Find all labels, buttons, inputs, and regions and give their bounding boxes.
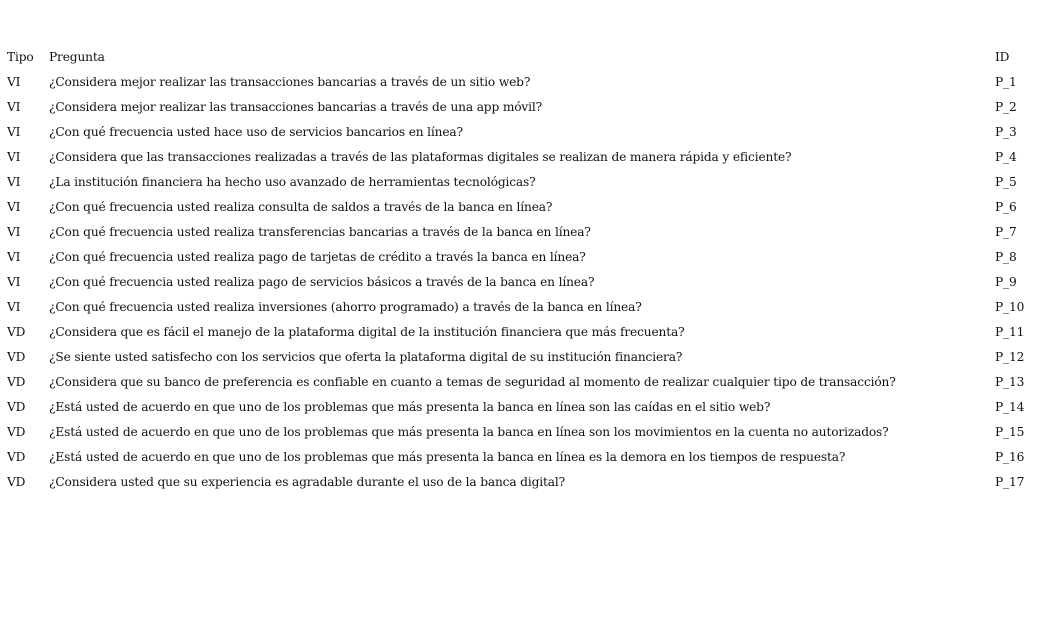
cell-pregunta: ¿Considera que es fácil el manejo de la plataforma digital de la institución financiera que más frecuenta? <box>49 325 685 339</box>
cell-pregunta: ¿Con qué frecuencia usted realiza transferencias bancarias a través de la banca en línea? <box>49 225 591 239</box>
cell-id: P_1 <box>995 75 1017 89</box>
cell-id: P_2 <box>995 100 1017 114</box>
cell-tipo: VD <box>7 450 26 464</box>
cell-pregunta: ¿Con qué frecuencia usted hace uso de servicios bancarios en línea? <box>49 125 463 139</box>
cell-pregunta: ¿Considera que las transacciones realizadas a través de las plataformas digitales se realizan de manera rápida y eficiente? <box>49 150 792 164</box>
cell-id: P_9 <box>995 275 1017 289</box>
cell-tipo: VI <box>7 300 21 314</box>
cell-tipo: VD <box>7 350 26 364</box>
header-row <box>7 45 1037 70</box>
cell-pregunta: ¿La institución financiera ha hecho uso avanzado de herramientas tecnológicas? <box>49 175 536 189</box>
table-row <box>7 145 1037 170</box>
cell-id: P_6 <box>995 200 1017 214</box>
cell-tipo: VD <box>7 325 26 339</box>
table-row <box>7 245 1037 270</box>
header-id: ID <box>995 50 1010 64</box>
cell-pregunta: ¿Se siente usted satisfecho con los servicios que oferta la plataforma digital de su institución financiera? <box>49 350 683 364</box>
cell-pregunta: ¿Está usted de acuerdo en que uno de los problemas que más presenta la banca en línea es la demora en los tiempos de respuesta? <box>49 450 846 464</box>
table-row <box>7 95 1037 120</box>
cell-id: P_4 <box>995 150 1017 164</box>
header-pregunta: Pregunta <box>49 50 105 64</box>
table-row <box>7 270 1037 295</box>
cell-id: P_3 <box>995 125 1017 139</box>
cell-tipo: VI <box>7 100 21 114</box>
cell-pregunta: ¿Con qué frecuencia usted realiza pago de servicios básicos a través de la banca en línea? <box>49 275 595 289</box>
cell-tipo: VI <box>7 75 21 89</box>
cell-pregunta: ¿Con qué frecuencia usted realiza consulta de saldos a través de la banca en línea? <box>49 200 553 214</box>
table-row <box>7 320 1037 345</box>
cell-tipo: VD <box>7 425 26 439</box>
cell-pregunta: ¿Está usted de acuerdo en que uno de los problemas que más presenta la banca en línea son las caídas en el sitio web? <box>49 400 771 414</box>
cell-pregunta: ¿Con qué frecuencia usted realiza inversiones (ahorro programado) a través de la banca en línea? <box>49 300 642 314</box>
cell-pregunta: ¿Considera usted que su experiencia es agradable durante el uso de la banca digital? <box>49 475 565 489</box>
cell-id: P_10 <box>995 300 1025 314</box>
table-row <box>7 470 1037 495</box>
cell-pregunta: ¿Considera mejor realizar las transacciones bancarias a través de una app móvil? <box>49 100 543 114</box>
questions-sheet <box>7 45 1037 495</box>
table-row <box>7 370 1037 395</box>
table-row <box>7 220 1037 245</box>
cell-tipo: VI <box>7 275 21 289</box>
cell-tipo: VI <box>7 125 21 139</box>
cell-tipo: VI <box>7 175 21 189</box>
cell-id: P_13 <box>995 375 1025 389</box>
cell-pregunta: ¿Considera que su banco de preferencia es confiable en cuanto a temas de seguridad al momento de realizar cualquier tipo de transacción? <box>49 375 896 389</box>
cell-id: P_5 <box>995 175 1017 189</box>
cell-id: P_15 <box>995 425 1025 439</box>
cell-pregunta: ¿Está usted de acuerdo en que uno de los problemas que más presenta la banca en línea son los movimientos en la cuenta no autorizados? <box>49 425 889 439</box>
cell-id: P_8 <box>995 250 1017 264</box>
table-row <box>7 70 1037 95</box>
cell-tipo: VI <box>7 200 21 214</box>
questions-table <box>7 45 1037 495</box>
cell-id: P_7 <box>995 225 1017 239</box>
cell-tipo: VD <box>7 400 26 414</box>
cell-tipo: VD <box>7 475 26 489</box>
cell-id: P_12 <box>995 350 1025 364</box>
cell-id: P_14 <box>995 400 1025 414</box>
cell-tipo: VI <box>7 225 21 239</box>
table-row <box>7 345 1037 370</box>
cell-tipo: VI <box>7 250 21 264</box>
cell-tipo: VI <box>7 150 21 164</box>
table-row <box>7 170 1037 195</box>
cell-id: P_16 <box>995 450 1025 464</box>
table-body <box>7 70 1037 495</box>
table-row <box>7 445 1037 470</box>
cell-tipo: VD <box>7 375 26 389</box>
cell-id: P_17 <box>995 475 1025 489</box>
cell-pregunta: ¿Con qué frecuencia usted realiza pago de tarjetas de crédito a través la banca en línea? <box>49 250 586 264</box>
table-row <box>7 195 1037 220</box>
cell-pregunta: ¿Considera mejor realizar las transacciones bancarias a través de un sitio web? <box>49 75 531 89</box>
cell-id: P_11 <box>995 325 1025 339</box>
table-row <box>7 395 1037 420</box>
header-tipo: Tipo <box>7 50 34 64</box>
table-row <box>7 295 1037 320</box>
table-row <box>7 420 1037 445</box>
table-row <box>7 120 1037 145</box>
